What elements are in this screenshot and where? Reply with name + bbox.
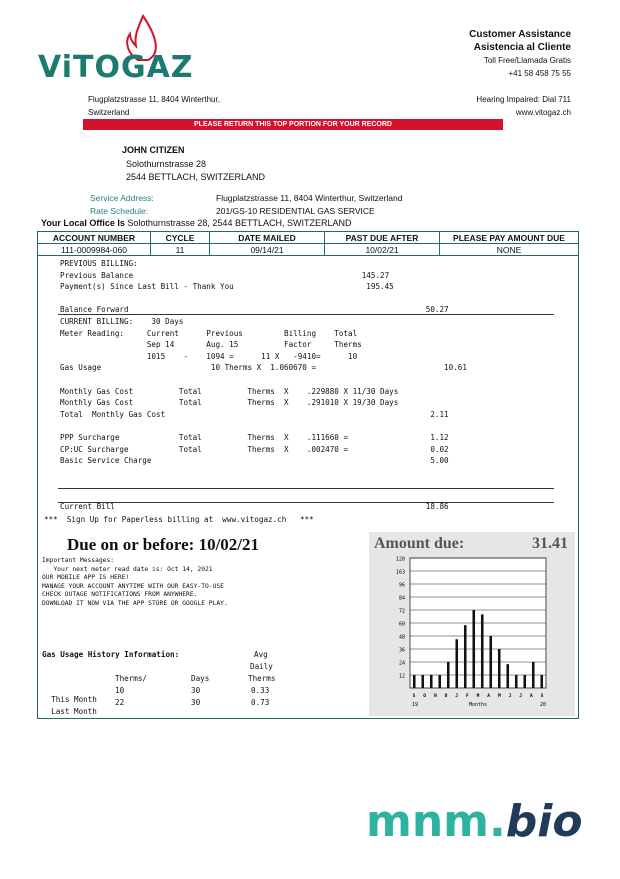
divider-line — [58, 314, 554, 315]
chart-year-end: 20 — [539, 702, 546, 708]
cycle-value: 11 — [151, 244, 210, 256]
statement-line — [60, 420, 467, 432]
chart-y-tick-label: 163 — [395, 569, 405, 576]
message-line: Important Messages: — [42, 557, 115, 564]
message-line: CHECK OUTAGE NOTIFICATIONS FROM ANYWHERE. — [42, 591, 198, 598]
chart-x-tick-label: J — [455, 694, 459, 699]
statement-line: 1015 - 1094 = 11 X -9410= 10 — [60, 351, 358, 361]
account-number-value: 111-0009984-060 — [38, 244, 151, 256]
rate-schedule-label: Rate Schedule: — [90, 206, 149, 216]
chart-y-tick-label: 96 — [398, 582, 405, 589]
messages-block — [42, 557, 228, 608]
history-row-label: Last Month — [51, 707, 97, 716]
customer-street: Solothurnstrasse 28 — [126, 159, 207, 169]
statement-line: CP:UC Surcharge Total Therms X .002470 = 0.02 — [60, 444, 449, 454]
chart-bar — [481, 614, 484, 688]
rate-schedule-value: 201/GS-10 RESIDENTIAL GAS SERVICE — [216, 206, 375, 216]
contact-toll-free: Toll Free/Llamada Gratis — [483, 56, 571, 65]
chart-y-tick-label: 24 — [398, 660, 405, 667]
chart-bar — [532, 662, 535, 688]
customer-city: 2544 BETTLACH, SWITZERLAND — [126, 172, 266, 182]
hearing-impaired: Hearing Impaired: Dial 711 — [476, 95, 571, 104]
chart-y-tick-label: 48 — [398, 634, 405, 641]
chart-bar — [515, 675, 518, 688]
message-line: DOWNLOAD IT NOW VIA THE APP STORE OR GOOGLE PLAY. — [42, 599, 228, 607]
chart-bar — [447, 662, 450, 688]
website-link[interactable]: www.vitogaz.ch — [515, 108, 571, 117]
chart-year-start: 19 — [412, 702, 419, 708]
history-row — [42, 698, 97, 716]
chart-y-tick-label: 60 — [398, 621, 405, 628]
return-bar: PLEASE RETURN THIS TOP PORTION FOR YOUR RECORD — [83, 119, 503, 130]
chart-bar — [413, 675, 416, 688]
history-avg-therms-header: Therms — [248, 674, 276, 683]
date-mailed-value: 09/14/21 — [210, 244, 325, 256]
statement-line — [60, 293, 467, 305]
divider-line — [58, 488, 554, 489]
contact-title2: Asistencia al Cliente — [473, 42, 571, 53]
chart-x-tick-label: M — [497, 694, 501, 699]
footer-brand-part1: mnm. — [366, 796, 506, 847]
chart-y-tick-label: 72 — [398, 608, 405, 615]
statement-line: PPP Surcharge Total Therms X .111660 = 1.12 — [60, 432, 449, 442]
chart-bar — [455, 639, 458, 688]
footer-brand-part2: bio — [505, 796, 583, 847]
chart-x-tick-label: S — [412, 694, 416, 699]
divider-line — [58, 502, 554, 503]
chart-x-tick-label: A — [529, 694, 533, 699]
chart-bar — [489, 636, 492, 688]
amount-due-value: NONE — [440, 244, 579, 256]
chart-x-tick-label: A — [487, 694, 491, 699]
date-mailed-header: DATE MAILED — [210, 232, 325, 244]
chart-x-axis-label: Months — [468, 702, 488, 708]
amount-due-label: Amount due: — [374, 535, 465, 552]
history-therms-header: Therms/ — [115, 674, 148, 683]
history-value: 0.73 — [251, 698, 270, 707]
chart-bar — [498, 649, 501, 688]
chart-x-tick-label: D — [444, 694, 448, 699]
chart-y-tick-label: 36 — [398, 647, 405, 654]
statement-line — [60, 374, 467, 386]
usage-history-chart — [380, 552, 560, 718]
amount-due-header: PLEASE PAY AMOUNT DUE — [440, 232, 579, 244]
history-title: Gas Usage History Information: — [42, 650, 180, 659]
statement-line: Sep 14 Aug. 15 Factor Therms — [60, 340, 362, 350]
chart-x-tick-label: O — [423, 694, 427, 699]
local-office-label: Your Local Office Is — [41, 218, 125, 228]
past-due-value: 10/02/21 — [325, 244, 440, 256]
message-line: OUR MOBILE APP IS HERE! — [42, 574, 130, 581]
history-days-header: Days — [191, 674, 210, 683]
footer-brand — [366, 796, 583, 847]
chart-x-tick-label: F — [465, 694, 469, 699]
local-office — [41, 218, 351, 228]
chart-bar — [438, 675, 441, 688]
amount-due-total: 31.41 — [532, 535, 568, 552]
statement-line: Basic Service Charge 5.00 — [60, 456, 449, 466]
contact-title1: Customer Assistance — [469, 29, 571, 40]
customer-name: JOHN CITIZEN — [122, 145, 185, 155]
chart-x-tick-label: S — [540, 694, 544, 699]
service-address-value: Flugplatzstrasse 11, 8404 Winterthur, Switzerland — [216, 193, 403, 203]
statement-line: Previous Balance 145.27 — [60, 270, 390, 280]
paperless-note: *** Sign Up for Paperless billing at www.vitogaz.ch *** — [44, 515, 314, 524]
statement-line: Meter Reading: Current Previous Billing Total — [60, 328, 358, 338]
account-number-header: ACCOUNT NUMBER — [38, 232, 151, 244]
statement-line — [60, 490, 467, 502]
due-date: Due on or before: 10/02/21 — [67, 535, 260, 554]
statement-line — [60, 467, 467, 479]
contact-block — [371, 28, 571, 80]
local-office-value: Solothurnstrasse 28, 2544 BETTLACH, SWITZERLAND — [127, 218, 352, 228]
statement-line: PREVIOUS BILLING: — [60, 259, 138, 268]
chart-bar — [506, 664, 509, 688]
statement-line: CURRENT BILLING: 30 Days — [60, 316, 184, 326]
chart-x-tick-label: J — [519, 694, 523, 699]
statement-line: Payment(s) Since Last Bill - Thank You 195.45 — [60, 282, 394, 292]
past-due-header: PAST DUE AFTER — [325, 232, 440, 244]
statement-line: Monthly Gas Cost Total Therms X .229880 X 11/30 Days — [60, 386, 399, 396]
chart-bar — [430, 675, 433, 688]
chart-x-tick-label: J — [508, 694, 512, 699]
cycle-header: CYCLE — [151, 232, 210, 244]
statement-line: Gas Usage 10 Therms X 1.060670 = 10.61 — [60, 363, 467, 373]
history-row-label: This Month — [51, 695, 97, 704]
chart-bar — [421, 675, 424, 688]
chart-y-tick-label: 84 — [398, 595, 405, 602]
statement-line: Balance Forward 50.27 — [60, 305, 449, 315]
contact-phone: +41 58 458 75 55 — [508, 69, 571, 78]
chart-bar — [540, 675, 543, 688]
chart-x-tick-label: N — [433, 694, 437, 699]
history-value: 10 — [115, 686, 125, 695]
chart-x-tick-label: M — [476, 694, 480, 699]
company-address-line2: Switzerland — [88, 108, 130, 117]
history-value: 0.33 — [251, 686, 270, 695]
statement-line: Current Bill 18.86 — [60, 502, 449, 512]
history-value: 30 — [191, 698, 201, 707]
statement-line: Monthly Gas Cost Total Therms X .291010 X 19/30 Days — [60, 398, 399, 408]
chart-bar — [472, 610, 475, 688]
service-address-label: Service Address: — [90, 193, 154, 203]
history-value: 22 — [115, 698, 125, 707]
history-avg-header: Avg — [254, 650, 268, 659]
history-daily-header: Daily — [250, 662, 273, 671]
statement-line: Total Monthly Gas Cost 2.11 — [60, 409, 449, 419]
chart-bar — [464, 625, 467, 688]
logo-text: ViTOGAZ — [38, 50, 194, 85]
chart-y-tick-label: 120 — [395, 556, 405, 563]
history-value: 30 — [191, 686, 201, 695]
statement-lines — [60, 258, 467, 513]
account-table — [37, 231, 579, 256]
message-line: Your next meter read date is: Oct 14, 2021 — [42, 565, 213, 573]
chart-bar — [523, 675, 526, 688]
chart-y-tick-label: 12 — [398, 673, 405, 680]
company-address-line1: Flugplatzstrasse 11, 8404 Winterthur, — [88, 95, 220, 104]
message-line: MANAGE YOUR ACCOUNT ANYTIME WITH OUR EASY-TO-USE — [42, 582, 224, 590]
